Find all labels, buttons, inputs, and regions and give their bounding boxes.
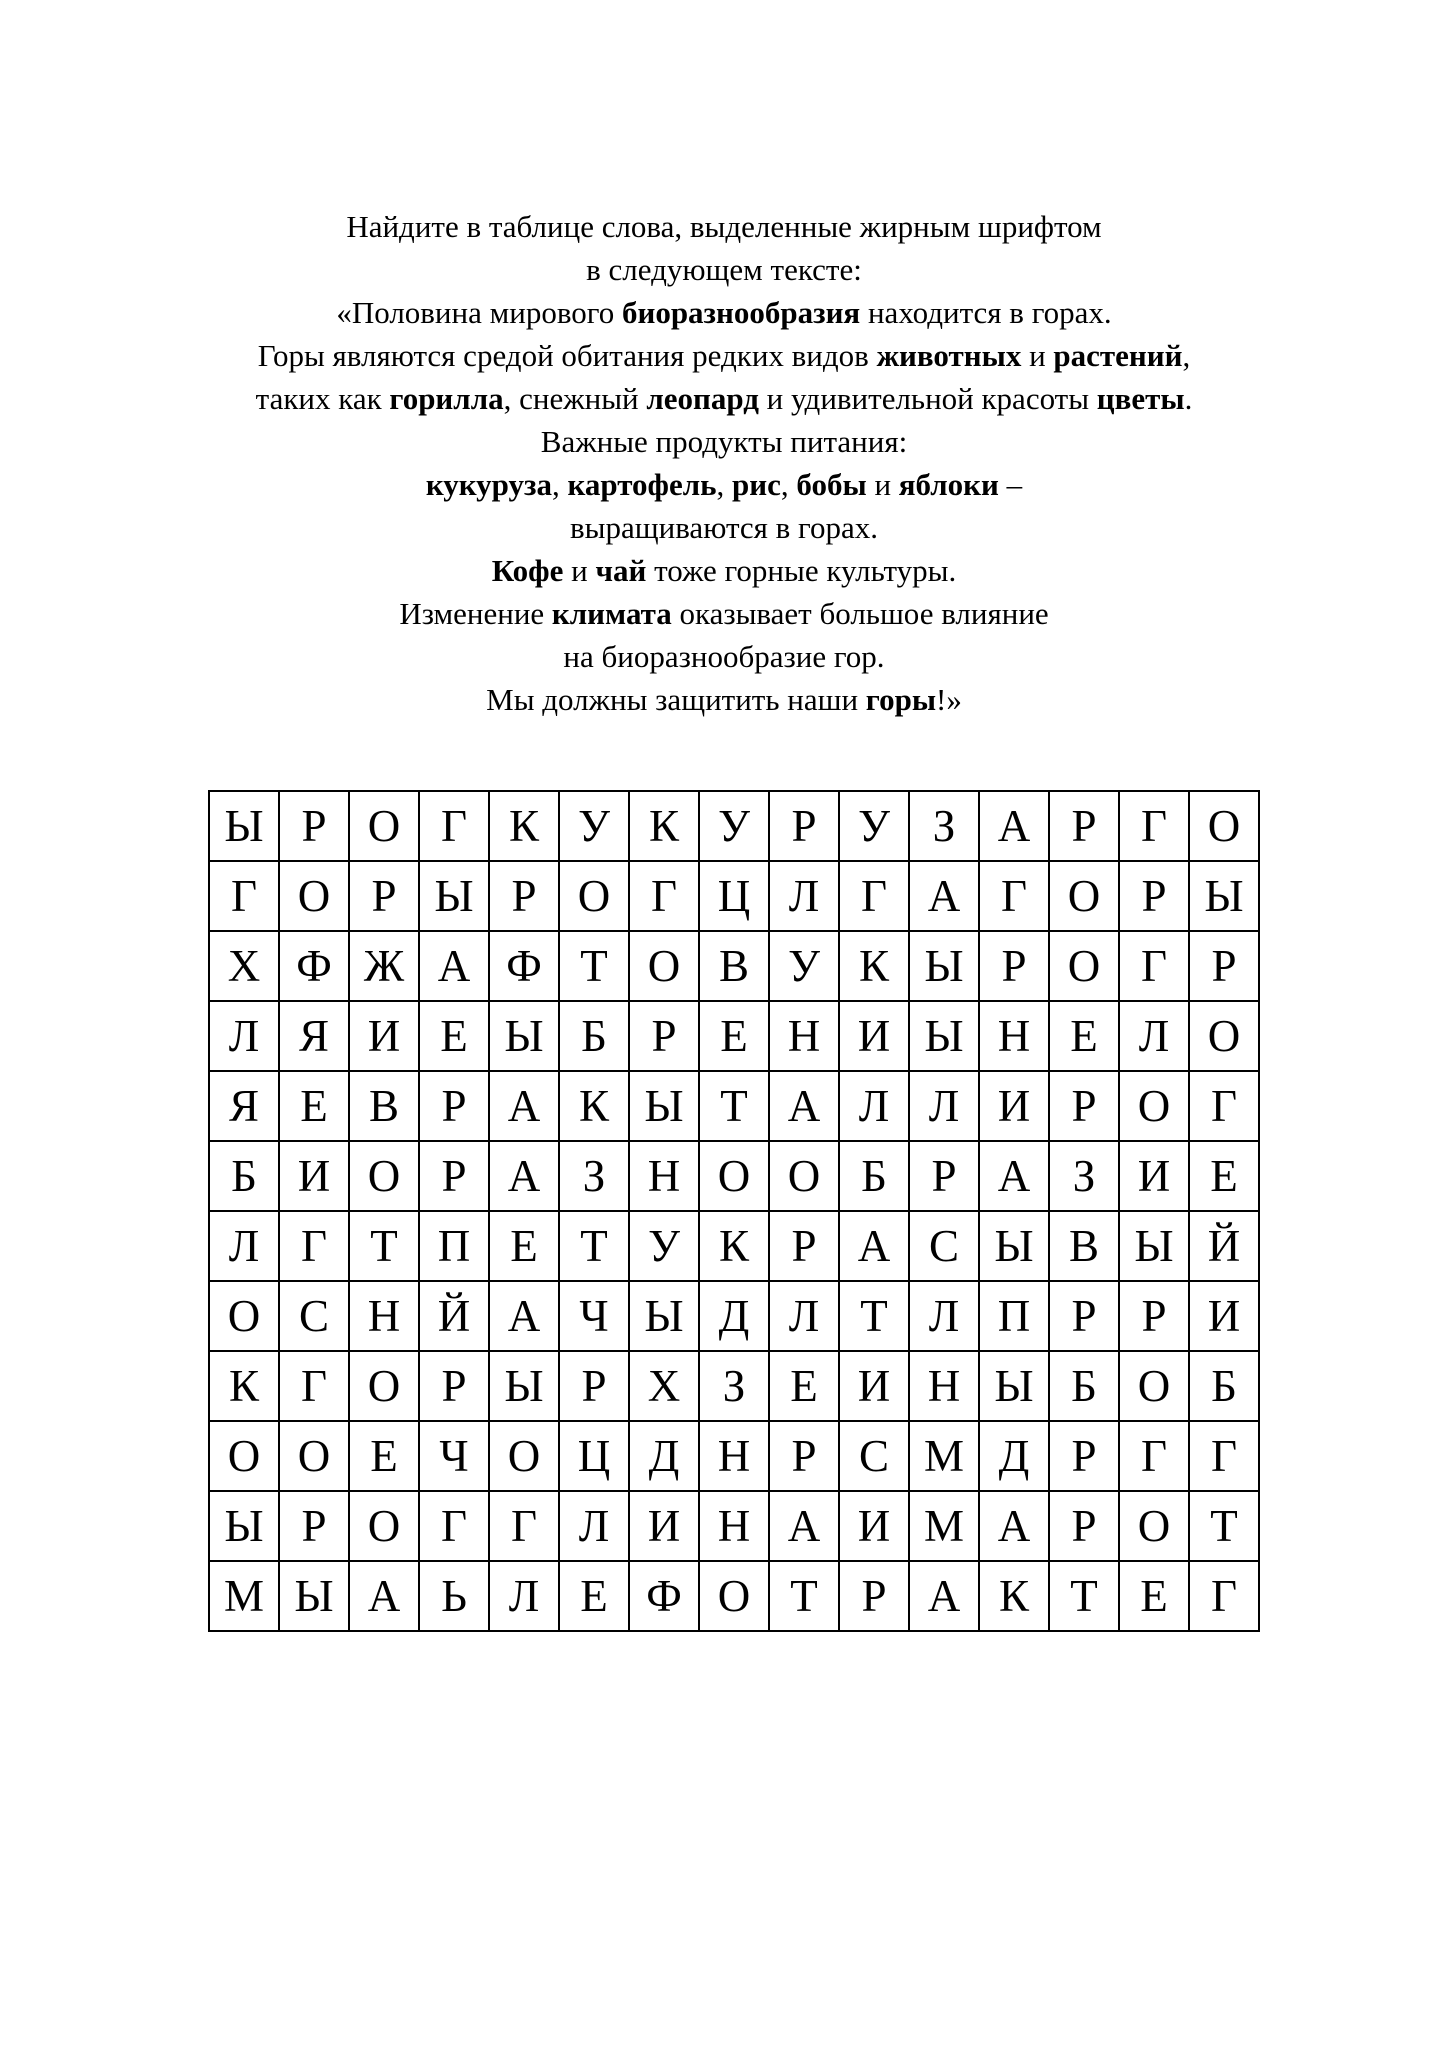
- grid-cell[interactable]: Р: [1119, 861, 1189, 931]
- instruction-line-6: Важные продукты питания:: [540, 424, 908, 459]
- grid-cell[interactable]: Р: [1049, 1281, 1119, 1351]
- grid-cell[interactable]: Б: [1189, 1351, 1259, 1421]
- grid-cell[interactable]: О: [349, 1141, 419, 1211]
- grid-cell[interactable]: Ц: [559, 1421, 629, 1491]
- grid-row: [209, 791, 1259, 861]
- grid-cell[interactable]: М: [209, 1561, 279, 1631]
- grid-cell[interactable]: О: [1049, 931, 1119, 1001]
- grid-cell[interactable]: Б: [209, 1141, 279, 1211]
- grid-row: [209, 1001, 1259, 1071]
- grid-cell[interactable]: А: [769, 1491, 839, 1561]
- grid-cell[interactable]: Т: [1049, 1561, 1119, 1631]
- grid-cell[interactable]: О: [489, 1421, 559, 1491]
- instruction-line-9: Кофе и чай тоже горные культуры.: [491, 553, 957, 588]
- grid-cell[interactable]: А: [489, 1071, 559, 1141]
- grid-cell[interactable]: О: [349, 1351, 419, 1421]
- instruction-line-1: Найдите в таблице слова, выделенные жирным шрифтом: [346, 209, 1102, 244]
- grid-cell[interactable]: Ч: [419, 1421, 489, 1491]
- grid-row: [209, 931, 1259, 1001]
- grid-cell[interactable]: Ы: [1189, 861, 1259, 931]
- grid-cell[interactable]: Н: [629, 1141, 699, 1211]
- grid-cell[interactable]: Ы: [489, 1001, 559, 1071]
- grid-cell[interactable]: И: [349, 1001, 419, 1071]
- grid-cell[interactable]: А: [979, 1491, 1049, 1561]
- grid-cell[interactable]: Р: [349, 861, 419, 931]
- grid-cell[interactable]: Р: [769, 1421, 839, 1491]
- instruction-line-5: таких как горилла, снежный леопард и удивительной красоты цветы.: [255, 381, 1193, 416]
- word-search-container: [208, 790, 1260, 1632]
- grid-cell[interactable]: О: [279, 1421, 349, 1491]
- grid-cell[interactable]: Г: [979, 861, 1049, 931]
- grid-cell[interactable]: З: [559, 1141, 629, 1211]
- grid-cell[interactable]: Ы: [489, 1351, 559, 1421]
- keyword: биоразнообразия: [621, 295, 861, 330]
- grid-cell[interactable]: Ф: [489, 931, 559, 1001]
- grid-cell[interactable]: Ж: [349, 931, 419, 1001]
- grid-cell[interactable]: Л: [1119, 1001, 1189, 1071]
- grid-cell[interactable]: А: [909, 1561, 979, 1631]
- grid-cell[interactable]: Я: [279, 1001, 349, 1071]
- grid-cell[interactable]: Р: [909, 1141, 979, 1211]
- grid-row: [209, 1281, 1259, 1351]
- grid-cell[interactable]: О: [1119, 1351, 1189, 1421]
- grid-cell[interactable]: Ч: [559, 1281, 629, 1351]
- instruction-line-7: кукуруза, картофель, рис, бобы и яблоки –: [425, 467, 1023, 502]
- grid-cell[interactable]: Л: [909, 1281, 979, 1351]
- grid-cell[interactable]: К: [629, 791, 699, 861]
- grid-cell[interactable]: В: [349, 1071, 419, 1141]
- grid-cell[interactable]: У: [699, 791, 769, 861]
- grid-cell[interactable]: И: [979, 1071, 1049, 1141]
- keyword: яблоки: [898, 467, 999, 502]
- instruction-line-3: «Половина мирового биоразнообразия находится в горах.: [336, 295, 1112, 330]
- grid-cell[interactable]: Ц: [699, 861, 769, 931]
- grid-cell[interactable]: Р: [489, 861, 559, 931]
- keyword: горы: [865, 682, 937, 717]
- grid-cell[interactable]: Ы: [629, 1281, 699, 1351]
- grid-cell[interactable]: Ы: [209, 1491, 279, 1561]
- grid-cell[interactable]: Й: [1189, 1211, 1259, 1281]
- grid-cell[interactable]: Г: [1119, 931, 1189, 1001]
- grid-cell[interactable]: Е: [419, 1001, 489, 1071]
- grid-cell[interactable]: Г: [279, 1211, 349, 1281]
- grid-cell[interactable]: Г: [629, 861, 699, 931]
- grid-cell[interactable]: Р: [419, 1071, 489, 1141]
- grid-cell[interactable]: О: [279, 861, 349, 931]
- grid-cell[interactable]: Е: [1119, 1561, 1189, 1631]
- grid-cell[interactable]: Н: [769, 1001, 839, 1071]
- grid-cell[interactable]: О: [349, 791, 419, 861]
- grid-cell[interactable]: М: [909, 1491, 979, 1561]
- grid-cell[interactable]: С: [279, 1281, 349, 1351]
- grid-row: [209, 861, 1259, 931]
- grid-cell[interactable]: Ы: [1119, 1211, 1189, 1281]
- grid-cell[interactable]: О: [209, 1281, 279, 1351]
- grid-cell[interactable]: О: [1119, 1491, 1189, 1561]
- grid-cell[interactable]: К: [979, 1561, 1049, 1631]
- grid-row: [209, 1141, 1259, 1211]
- grid-cell[interactable]: Г: [419, 791, 489, 861]
- keyword: горилла: [389, 381, 504, 416]
- grid-cell[interactable]: А: [769, 1071, 839, 1141]
- grid-cell[interactable]: Ф: [629, 1561, 699, 1631]
- grid-cell[interactable]: Г: [1189, 1561, 1259, 1631]
- grid-cell[interactable]: Р: [1119, 1281, 1189, 1351]
- grid-cell[interactable]: Л: [909, 1071, 979, 1141]
- grid-cell[interactable]: Л: [559, 1491, 629, 1561]
- grid-cell[interactable]: Г: [209, 861, 279, 931]
- grid-cell[interactable]: Г: [1189, 1421, 1259, 1491]
- grid-cell[interactable]: Л: [769, 1281, 839, 1351]
- grid-cell[interactable]: Ы: [419, 861, 489, 931]
- grid-cell[interactable]: И: [839, 1001, 909, 1071]
- grid-cell[interactable]: И: [629, 1491, 699, 1561]
- grid-cell[interactable]: Н: [699, 1421, 769, 1491]
- grid-cell[interactable]: Е: [349, 1421, 419, 1491]
- grid-cell[interactable]: Й: [419, 1281, 489, 1351]
- grid-cell[interactable]: Ы: [979, 1211, 1049, 1281]
- instruction-line-4: Горы являются средой обитания редких видов животных и растений,: [257, 338, 1191, 373]
- grid-cell[interactable]: Р: [769, 1211, 839, 1281]
- grid-cell[interactable]: Е: [559, 1561, 629, 1631]
- grid-cell[interactable]: А: [419, 931, 489, 1001]
- instruction-line-10: Изменение климата оказывает большое влияние: [399, 596, 1049, 631]
- grid-cell[interactable]: Т: [769, 1561, 839, 1631]
- grid-cell[interactable]: С: [839, 1421, 909, 1491]
- grid-cell[interactable]: О: [699, 1141, 769, 1211]
- grid-cell[interactable]: Л: [209, 1001, 279, 1071]
- grid-cell[interactable]: А: [979, 1141, 1049, 1211]
- grid-cell[interactable]: К: [699, 1211, 769, 1281]
- keyword: чай: [595, 553, 647, 588]
- grid-row: [209, 1351, 1259, 1421]
- grid-row: [209, 1561, 1259, 1631]
- grid-cell[interactable]: К: [839, 931, 909, 1001]
- grid-cell[interactable]: Р: [279, 791, 349, 861]
- grid-cell[interactable]: Н: [699, 1491, 769, 1561]
- grid-cell[interactable]: И: [839, 1491, 909, 1561]
- grid-cell[interactable]: О: [1119, 1071, 1189, 1141]
- word-search-grid: [208, 790, 1260, 1632]
- keyword: Кофе: [491, 553, 564, 588]
- grid-cell[interactable]: Т: [699, 1071, 769, 1141]
- grid-cell[interactable]: Е: [769, 1351, 839, 1421]
- instruction-line-12: Мы должны защитить наши горы!»: [486, 682, 962, 717]
- grid-cell[interactable]: Р: [1049, 1421, 1119, 1491]
- grid-cell[interactable]: Н: [909, 1351, 979, 1421]
- grid-cell[interactable]: А: [489, 1141, 559, 1211]
- grid-cell[interactable]: Б: [1049, 1351, 1119, 1421]
- grid-cell[interactable]: К: [489, 791, 559, 861]
- grid-cell[interactable]: К: [209, 1351, 279, 1421]
- grid-cell[interactable]: Л: [839, 1071, 909, 1141]
- grid-cell[interactable]: О: [699, 1561, 769, 1631]
- grid-cell[interactable]: У: [629, 1211, 699, 1281]
- keyword: растений: [1053, 338, 1183, 373]
- grid-cell[interactable]: М: [909, 1421, 979, 1491]
- grid-cell[interactable]: Е: [699, 1001, 769, 1071]
- grid-cell[interactable]: Г: [419, 1491, 489, 1561]
- grid-cell[interactable]: А: [979, 791, 1049, 861]
- grid-cell[interactable]: К: [559, 1071, 629, 1141]
- grid-cell[interactable]: Д: [629, 1421, 699, 1491]
- grid-cell[interactable]: Н: [979, 1001, 1049, 1071]
- grid-cell[interactable]: З: [909, 791, 979, 861]
- instruction-line-11: на биоразнообразие гор.: [563, 639, 885, 674]
- grid-cell[interactable]: Ь: [419, 1561, 489, 1631]
- instruction-line-8: выращиваются в горах.: [570, 510, 878, 545]
- grid-cell[interactable]: Р: [769, 791, 839, 861]
- grid-cell[interactable]: С: [909, 1211, 979, 1281]
- grid-cell[interactable]: О: [209, 1421, 279, 1491]
- grid-cell[interactable]: Р: [1049, 1071, 1119, 1141]
- grid-cell[interactable]: Т: [349, 1211, 419, 1281]
- grid-cell[interactable]: П: [979, 1281, 1049, 1351]
- grid-cell[interactable]: Е: [1049, 1001, 1119, 1071]
- grid-row: [209, 1211, 1259, 1281]
- grid-cell[interactable]: Е: [279, 1071, 349, 1141]
- grid-cell[interactable]: И: [1189, 1281, 1259, 1351]
- grid-cell[interactable]: А: [839, 1211, 909, 1281]
- grid-cell[interactable]: Ы: [979, 1351, 1049, 1421]
- grid-cell[interactable]: З: [1049, 1141, 1119, 1211]
- grid-cell[interactable]: А: [909, 861, 979, 931]
- keyword: животных: [876, 338, 1022, 373]
- grid-cell[interactable]: Ы: [909, 1001, 979, 1071]
- grid-cell[interactable]: Ы: [909, 931, 979, 1001]
- grid-row: [209, 1421, 1259, 1491]
- grid-cell[interactable]: О: [1049, 861, 1119, 931]
- keyword: климата: [551, 596, 672, 631]
- grid-cell[interactable]: З: [699, 1351, 769, 1421]
- grid-cell[interactable]: Р: [1049, 791, 1119, 861]
- grid-cell[interactable]: Р: [629, 1001, 699, 1071]
- grid-cell[interactable]: Л: [489, 1561, 559, 1631]
- keyword: цветы: [1096, 381, 1185, 416]
- grid-cell[interactable]: О: [559, 861, 629, 931]
- instruction-line-2: в следующем тексте:: [586, 252, 862, 287]
- keyword: леопард: [646, 381, 759, 416]
- grid-cell[interactable]: Р: [839, 1561, 909, 1631]
- grid-cell[interactable]: Г: [279, 1351, 349, 1421]
- grid-cell[interactable]: У: [769, 931, 839, 1001]
- grid-row: [209, 1491, 1259, 1561]
- grid-cell[interactable]: Ы: [209, 791, 279, 861]
- grid-cell[interactable]: Р: [419, 1351, 489, 1421]
- grid-cell[interactable]: О: [769, 1141, 839, 1211]
- grid-cell[interactable]: Я: [209, 1071, 279, 1141]
- grid-cell[interactable]: Н: [349, 1281, 419, 1351]
- grid-cell[interactable]: Ы: [279, 1561, 349, 1631]
- grid-cell[interactable]: Л: [209, 1211, 279, 1281]
- keyword: бобы: [796, 467, 867, 502]
- grid-cell[interactable]: Г: [1119, 1421, 1189, 1491]
- grid-cell[interactable]: Р: [979, 931, 1049, 1001]
- grid-cell[interactable]: У: [559, 791, 629, 861]
- grid-cell[interactable]: О: [1189, 791, 1259, 861]
- grid-cell[interactable]: П: [419, 1211, 489, 1281]
- grid-cell[interactable]: Г: [489, 1491, 559, 1561]
- grid-cell[interactable]: Г: [839, 861, 909, 931]
- grid-cell[interactable]: Р: [1049, 1491, 1119, 1561]
- grid-cell[interactable]: Е: [1189, 1141, 1259, 1211]
- instructions-text: [0, 205, 1448, 721]
- keyword: рис: [732, 467, 781, 502]
- grid-cell[interactable]: А: [349, 1561, 419, 1631]
- grid-cell[interactable]: Т: [559, 931, 629, 1001]
- grid-cell[interactable]: Р: [419, 1141, 489, 1211]
- grid-cell[interactable]: Т: [1189, 1491, 1259, 1561]
- grid-cell[interactable]: Г: [1189, 1071, 1259, 1141]
- grid-cell[interactable]: Х: [629, 1351, 699, 1421]
- grid-cell[interactable]: Л: [769, 861, 839, 931]
- grid-cell[interactable]: И: [1119, 1141, 1189, 1211]
- grid-cell[interactable]: В: [1049, 1211, 1119, 1281]
- grid-cell[interactable]: Т: [839, 1281, 909, 1351]
- grid-cell[interactable]: Б: [559, 1001, 629, 1071]
- grid-cell[interactable]: О: [349, 1491, 419, 1561]
- grid-cell[interactable]: О: [629, 931, 699, 1001]
- grid-cell[interactable]: О: [1189, 1001, 1259, 1071]
- grid-cell[interactable]: Х: [209, 931, 279, 1001]
- keyword: картофель: [567, 467, 717, 502]
- keyword: кукуруза: [425, 467, 552, 502]
- grid-cell[interactable]: И: [839, 1351, 909, 1421]
- grid-cell[interactable]: Т: [559, 1211, 629, 1281]
- grid-cell[interactable]: А: [489, 1281, 559, 1351]
- grid-cell[interactable]: Д: [699, 1281, 769, 1351]
- grid-cell[interactable]: Р: [279, 1491, 349, 1561]
- grid-cell[interactable]: Ы: [629, 1071, 699, 1141]
- grid-cell[interactable]: Ф: [279, 931, 349, 1001]
- grid-cell[interactable]: Г: [1119, 791, 1189, 861]
- grid-cell[interactable]: Д: [979, 1421, 1049, 1491]
- grid-cell[interactable]: У: [839, 791, 909, 861]
- grid-cell[interactable]: В: [699, 931, 769, 1001]
- grid-cell[interactable]: И: [279, 1141, 349, 1211]
- grid-cell[interactable]: Е: [489, 1211, 559, 1281]
- grid-cell[interactable]: Р: [559, 1351, 629, 1421]
- grid-cell[interactable]: Б: [839, 1141, 909, 1211]
- grid-row: [209, 1071, 1259, 1141]
- grid-cell[interactable]: Р: [1189, 931, 1259, 1001]
